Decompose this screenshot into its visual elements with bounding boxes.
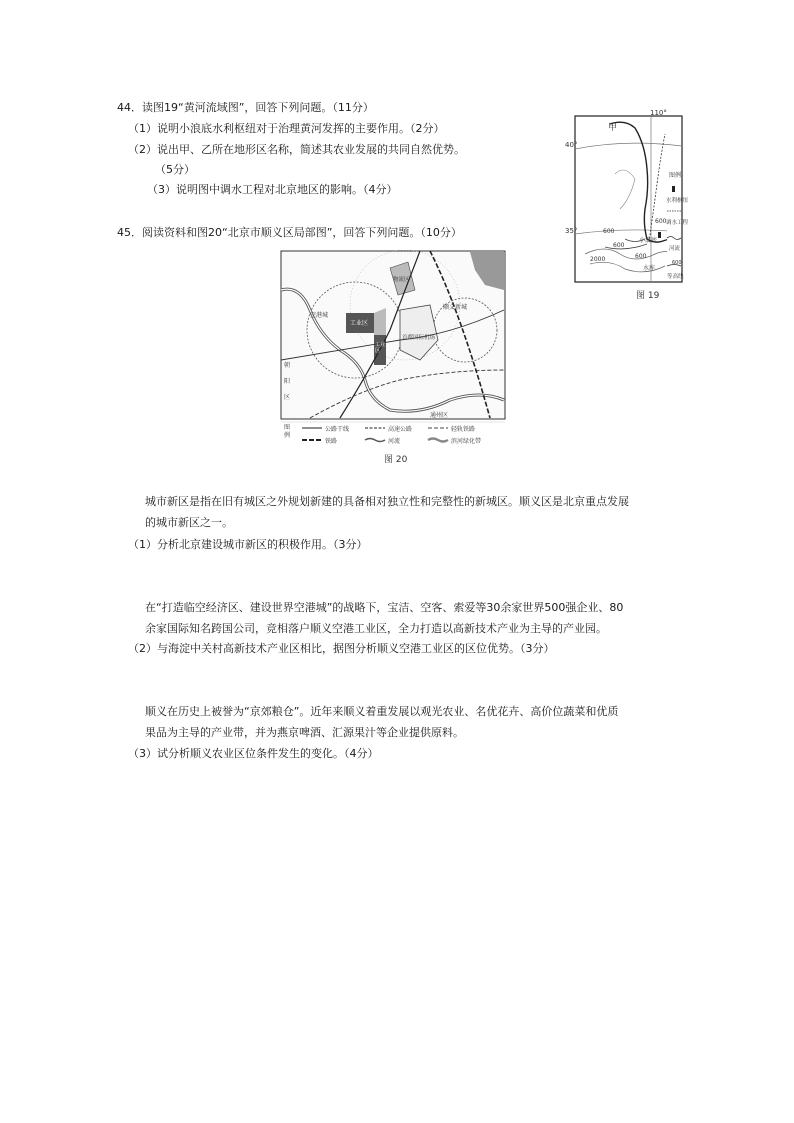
fig19-caption: 图 19: [636, 291, 660, 301]
figure-19-yellow-river-basin-map: [565, 109, 689, 301]
fig20-caption: 图 20: [384, 455, 408, 465]
fig20-legend-highway: 高速公路: [388, 426, 413, 433]
fig20-label-industrial-zone: 工业区: [350, 320, 369, 327]
fig19-legend-contour-val: 600: [672, 260, 682, 266]
q44-part2: （2）说出甲、乙所在地形区名称，简述其农业发展的共同自然优势。: [128, 143, 465, 156]
fig19-contour-600d: 600: [635, 253, 647, 260]
q45-title: 45．阅读资料和图20“北京市顺义区局部图”，回答下列问题。（10分）: [117, 226, 462, 239]
fig19-legend-contour: 等高线: [667, 274, 684, 280]
fig19-dam-marker: [658, 232, 661, 238]
q44-part3: （3）说明图中调水工程对北京地区的影响。（4分）: [147, 183, 398, 196]
fig19-legend-river: 河流: [669, 246, 681, 252]
fig20-legend-river: 河流: [388, 438, 401, 445]
q45-para1-line1: 城市新区是指在旧有城区之外规划新建的具备相对独立性和完整性的新城区。顺义区是北京重点发展: [145, 495, 629, 508]
q45-para2-line1: 在“打造临空经济区、建设世界空港城”的战略下，宝洁、空客、索爱等30余家世界500强企业、80: [145, 601, 624, 614]
q45-question1: （1）分析北京建设城市新区的积极作用。（3分）: [128, 538, 368, 551]
fig20-label-airport: 首都国际机场: [402, 335, 436, 341]
fig19-lon-label: 110°: [650, 109, 667, 117]
q45-para3-line1: 顺义在历史上被誉为“京郊粮仓”。近年来顺义着重发展以观光农业、名优花卉、高价位蔬菜和优质: [145, 705, 619, 718]
fig19-lat40-label: 40°: [565, 141, 578, 149]
figure-20-shunyi-district-map: [280, 250, 506, 466]
fig19-place-jia: 甲: [608, 123, 618, 133]
fig20-legend-title: 图例: [284, 424, 291, 439]
fig19-legend-dam: 水利枢纽: [666, 198, 689, 204]
q44-title: 44．读图19“黄河流域图”，回答下列问题。（11分）: [117, 101, 374, 114]
q45-para1-line2: 的城市新区之一。: [145, 516, 233, 529]
fig19-lat35-label: 35°: [565, 227, 578, 235]
fig20-label-tongzhou: 通州区: [430, 412, 449, 419]
fig20-legend-road: 公路干线: [325, 426, 350, 433]
fig20-label-industrial-zone2: 工业区: [375, 342, 386, 354]
fig19-contour-600a: 600: [655, 218, 667, 225]
fig19-contour-2000: 2000: [590, 256, 606, 263]
fig19-legend-dam-symbol: [672, 186, 675, 192]
fig19-contour-600c: 600: [613, 242, 625, 249]
fig20-label-logistics: 物流区: [393, 277, 410, 283]
q45-para3-line2: 果品为主导的产业带，并为燕京啤酒、汇源果汁等企业提供原料。: [145, 726, 464, 739]
fig20-label-airport-city: 空港城: [310, 312, 329, 319]
fig20-label-newcity: 顺义新城: [443, 304, 468, 311]
fig19-dam-label: 小浪底: [639, 237, 658, 244]
fig19-water-label: 水库: [643, 265, 656, 272]
fig20-legend-rail: 铁路: [325, 438, 338, 445]
q44-part1: （1）说明小浪底水利枢纽对于治理黄河发挥的主要作用。（2分）: [128, 122, 445, 135]
fig20-label-chaoyang: 朝阳区: [284, 362, 291, 401]
fig20-legend-light-rail: 轻轨铁路: [451, 426, 476, 433]
fig19-legend-canal: 调水工程: [666, 220, 689, 226]
q45-question2: （2）与海淀中关村高新技术产业区相比，据图分析顺义空港工业区的区位优势。（3分）: [128, 642, 555, 655]
fig20-legend-river-symbol: [365, 439, 385, 442]
q45-para2-line2: 余家国际知名跨国公司，竞相落户顺义空港工业区，全力打造以高新技术产业为主导的产业园。: [145, 622, 607, 635]
fig19-legend-title: 图例: [669, 172, 682, 179]
fig20-legend-green-symbol: [428, 439, 448, 442]
fig19-contour-600b: 600: [603, 228, 615, 235]
fig20-legend-green: 滨河绿化带: [451, 438, 482, 445]
q44-part2-score: （5分）: [155, 163, 195, 176]
q45-question3: （3）试分析顺义农业区位条件发生的变化。（4分）: [128, 747, 379, 760]
